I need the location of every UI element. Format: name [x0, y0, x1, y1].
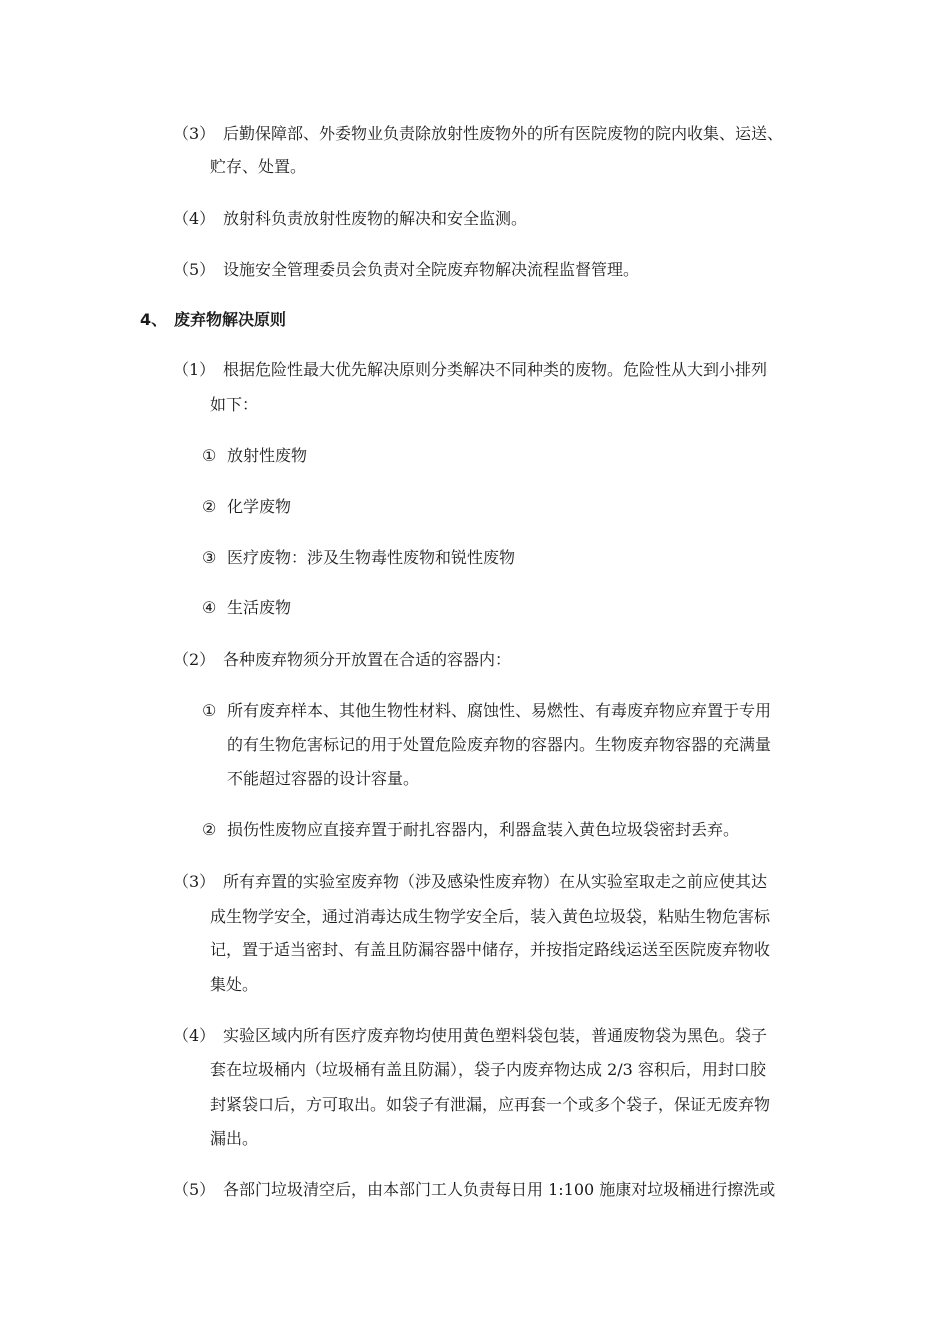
circled-number: ④ [202, 598, 217, 617]
paragraph-b4-line1 [173, 1024, 767, 1048]
paragraph-text: 后勤保障部、外委物业负责除放射性废物外的所有医院废物的院内收集、运送、 [223, 124, 784, 143]
paragraph-text: 设施安全管理委员会负责对全院废弃物解决流程监督管理。 [223, 260, 640, 279]
paragraph-b3-line4: 集处。 [210, 975, 259, 994]
paragraph-number: （3） [173, 124, 216, 143]
paragraph-4a-line1 [173, 207, 527, 231]
paragraph-number: （3） [173, 872, 216, 891]
paragraph-b1-line2: 如下： [210, 395, 259, 414]
paragraph-text: 根据危险性最大优先解决原则分类解决不同种类的废物。危险性从大到小排列 [223, 360, 768, 379]
paragraph-number: （4） [173, 209, 216, 228]
circled-number: ① [202, 701, 217, 720]
paragraph-3a-line2: 贮存、处置。 [210, 157, 307, 176]
list-item-text: 化学废物 [227, 497, 292, 516]
paragraph-text: 各部门垃圾清空后，由本部门工人负责每日用 1:100 施康对垃圾桶进行擦洗或 [223, 1180, 776, 1199]
paragraph-b4-line3: 封紧袋口后，方可取出。如袋子有泄漏，应再套一个或多个袋子，保证无废弃物 [210, 1095, 771, 1114]
paragraph-number: （5） [173, 1180, 216, 1199]
paragraph-5a-line1 [173, 258, 639, 282]
section-title: 废弃物解决原则 [174, 310, 287, 329]
list-item-text: 放射性废物 [227, 446, 308, 465]
paragraph-number: （5） [173, 260, 216, 279]
circled-number: ③ [202, 548, 217, 567]
sub-item-1-line2: 的有生物危害标记的用于处置危险废弃物的容器内。生物废弃物容器的充满量 [227, 735, 772, 754]
list-item-text: 生活废物 [227, 598, 292, 617]
paragraph-b3-line1 [173, 870, 767, 894]
list-item [202, 596, 291, 620]
section-number: 4、 [140, 310, 168, 329]
paragraph-b4-line2: 套在垃圾桶内（垃圾桶有盖且防漏），袋子内废弃物达成 2/3 容积后，用封口胶 [210, 1060, 766, 1079]
paragraph-text: 实验区域内所有医疗废弃物均使用黄色塑料袋包装，普通废物袋为黑色。袋子 [223, 1026, 768, 1045]
sub-item-2-line1 [202, 818, 739, 842]
sub-item-text: 所有废弃样本、其他生物性材料、腐蚀性、易燃性、有毒废弃物应弃置于专用 [227, 701, 772, 720]
paragraph-b5-line1 [173, 1178, 775, 1202]
paragraph-text: 放射科负责放射性废物的解决和安全监测。 [223, 209, 528, 228]
list-item-text: 医疗废物：涉及生物毒性废物和锐性废物 [227, 548, 516, 567]
paragraph-b4-line4: 漏出。 [210, 1129, 259, 1148]
sub-item-1-line1 [202, 699, 771, 723]
paragraph-number: （1） [173, 360, 216, 379]
paragraph-text: 各种废弃物须分开放置在合适的容器内： [223, 650, 512, 669]
paragraph-b3-line2: 成生物学安全，通过消毒达成生物学安全后，装入黄色垃圾袋，粘贴生物危害标 [210, 907, 771, 926]
paragraph-b1-line1 [173, 358, 767, 382]
paragraph-b3-line3: 记，置于适当密封、有盖且防漏容器中储存，并按指定路线运送至医院废弃物收 [210, 940, 771, 959]
sub-item-text: 损伤性废物应直接弃置于耐扎容器内，利器盒装入黄色垃圾袋密封丢弃。 [227, 820, 740, 839]
paragraph-number: （2） [173, 650, 216, 669]
paragraph-3a-line1 [173, 122, 783, 146]
sub-item-1-line3: 不能超过容器的设计容量。 [227, 769, 420, 788]
paragraph-text: 所有弃置的实验室废弃物（涉及感染性废弃物）在从实验室取走之前应使其达 [223, 872, 768, 891]
paragraph-number: （4） [173, 1026, 216, 1045]
circled-number: ② [202, 820, 217, 839]
section-heading [140, 308, 286, 332]
paragraph-b2-line1 [173, 648, 511, 672]
circled-number: ① [202, 446, 217, 465]
circled-number: ② [202, 497, 217, 516]
list-item [202, 546, 515, 570]
list-item [202, 444, 307, 468]
list-item [202, 495, 291, 519]
